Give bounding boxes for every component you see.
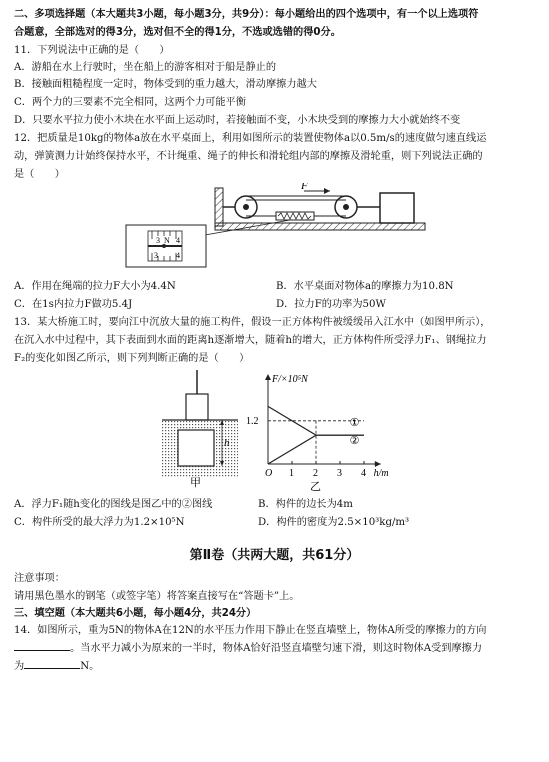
q14-blank-1[interactable] xyxy=(14,650,70,651)
fig-jia-label: 甲 xyxy=(190,477,201,488)
q12-pulley-figure xyxy=(118,183,438,273)
scale-tick-4: 4 xyxy=(176,236,180,245)
q11-stem: 11．下列说法中正确的是（ ） xyxy=(14,45,170,56)
series-label-1: ① xyxy=(349,417,360,430)
q13-option-c: C．构件所受的最大浮力为1.2×10⁵N xyxy=(14,517,185,528)
q13-figure-jia xyxy=(150,370,250,488)
force-f-label: F xyxy=(301,183,308,192)
scale-tick-3: 3 xyxy=(156,236,160,245)
scale-tick-3-bottom: 3 xyxy=(154,251,158,260)
h-label: h xyxy=(224,437,230,449)
q14-line3-suffix: N。 xyxy=(80,661,100,672)
section2-title: 二、多项选择题（本大题共3小题，每小题3分，共9分）：每小题给出的四个选项中，有一个以上选项符 xyxy=(14,9,479,20)
y-axis-label: F/×10⁵N xyxy=(272,374,308,385)
y-tick-label: 1.2 xyxy=(246,415,259,427)
q12-stem-line3: 是（ ） xyxy=(14,169,65,180)
q12-option-c: C．在1s内拉力F做功5.4J xyxy=(14,299,133,310)
q13-option-a: A．浮力F₁随h变化的图线是图乙中的②图线 xyxy=(14,499,213,510)
q14-line2-text: 。当水平力减小为原来的一半时，物体A恰好沿竖直墙壁匀速下滑，则这时物体A受到摩擦力 xyxy=(70,643,483,654)
q11-option-b: B．接触面粗糙程度一定时，物体受到的重力越大，滑动摩擦力越大 xyxy=(14,79,317,90)
y-axis-arrow xyxy=(265,374,271,380)
cube-component xyxy=(178,430,214,466)
q13-stem-line3: F₂的变化如图乙所示，则下列判断正确的是（ ） xyxy=(14,353,250,364)
table-top xyxy=(215,223,425,230)
part2-title: 第Ⅱ卷（共两大题，共61分） xyxy=(189,548,360,563)
scale-unit-n: N xyxy=(164,236,170,245)
x-axis-arrow xyxy=(375,461,381,467)
x-tick-label: 2 xyxy=(313,468,318,479)
q11-option-a: A．游船在水上行驶时，坐在船上的游客相对于船是静止的 xyxy=(14,62,277,73)
x-tick-label: O xyxy=(265,468,273,479)
scale-tick-4-bottom: 4 xyxy=(176,251,180,260)
x-axis-label: h/m xyxy=(373,468,389,479)
q13-option-b: B．构件的边长为4m xyxy=(258,499,353,510)
x-tick-label: 3 xyxy=(337,468,342,479)
q13-option-d: D．构件的密度为2.5×10³kg/m³ xyxy=(258,517,410,528)
q14-stem-line3 xyxy=(14,660,99,674)
object-a xyxy=(380,193,414,223)
q14-stem-line1: 14．如图所示，重为5N的物体A在12N的水平压力作用下静止在竖直墙壁上，物体A所受的摩擦力的方向 xyxy=(14,625,487,636)
q13-stem-line2: 在沉入水中过程中，其下表面到水面的距离h逐渐增大，随着h的增大，正方体构件所受浮力F₁、钢绳拉力 xyxy=(14,335,487,346)
q13-stem-line1: 13．某大桥施工时，要向江中沉放大量的施工构件，假设一正方体构件被缓缓吊入江水中（如图甲所示）， xyxy=(14,317,491,328)
crane-block xyxy=(186,394,208,420)
section3-title: 三、填空题（本大题共6小题，每小题4分，共24分） xyxy=(14,608,257,619)
notice-text: 请用黑色墨水的钢笔（或签字笔）将答案直接写在“答题卡”上。 xyxy=(14,591,300,602)
x-tick-label: 4 xyxy=(361,468,366,479)
x-tick-label: 1 xyxy=(289,468,294,479)
q12-stem-line2: 动，弹簧测力计始终保持水平，不计绳重、绳子的伸长和滑轮组内部的摩擦及滑轮重，则下列说法正确的 xyxy=(14,151,483,162)
q12-option-b: B．水平桌面对物体a的摩擦力为10.8N xyxy=(276,281,454,292)
q12-stem-line1: 12．把质量是10kg的物体a放在水平桌面上，利用如图所示的装置使物体a以0.5m/s的速度做匀速直线运 xyxy=(14,133,487,144)
q13-chart-yi xyxy=(246,370,396,492)
q14-stem-line2 xyxy=(14,642,482,656)
notice-heading: 注意事项： xyxy=(14,573,65,584)
fig-yi-label: 乙 xyxy=(310,481,321,492)
section2-title-cont: 合题意，全部选对的得3分，选对但不全的得1分，不选或选错的得0分。 xyxy=(14,27,341,38)
q11-option-d: D．只要水平拉力使小木块在水平面上运动时，若接触面不变，小木块受到的摩擦力大小就始终不变 xyxy=(14,115,461,126)
q11-option-c: C．两个力的三要素不完全相同，这两个力可能平衡 xyxy=(14,97,246,108)
series-label-2: ② xyxy=(349,435,360,448)
wall xyxy=(215,188,223,226)
q12-option-d: D．拉力F的功率为50W xyxy=(276,299,386,310)
q14-blank-2[interactable] xyxy=(24,668,80,669)
q14-line3-prefix: 为 xyxy=(14,661,25,672)
q12-option-a: A．作用在绳端的拉力F大小为4.4N xyxy=(14,281,176,292)
